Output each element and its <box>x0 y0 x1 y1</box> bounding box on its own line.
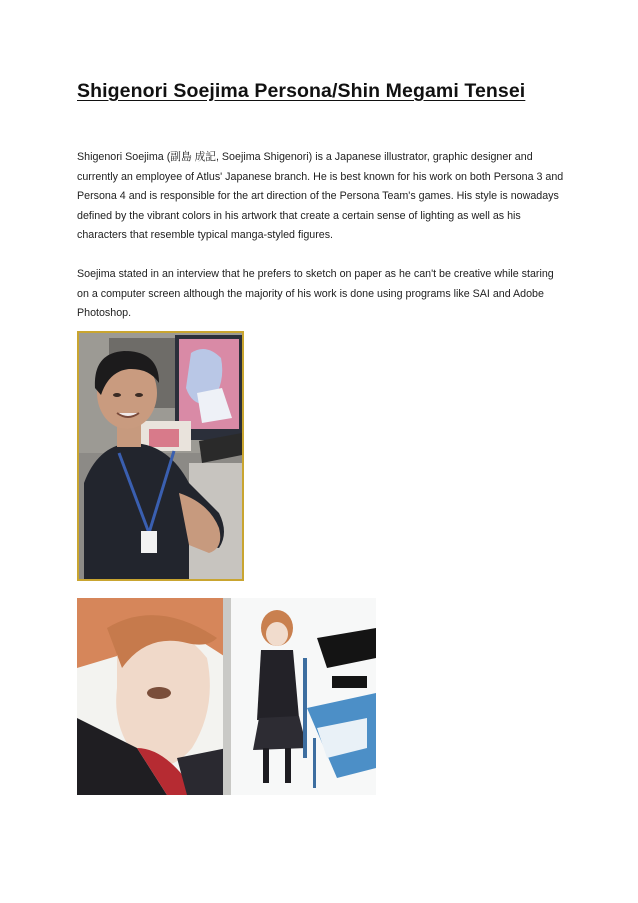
page-title: Shigenori Soejima Persona/Shin Megami Tensei <box>77 80 526 102</box>
paragraph-interview: Soejima stated in an interview that he prefers to sketch on paper as he can't be creative while staring on a computer screen although the majority of his work is done using programs like SAI and Adobe Photoshop. <box>77 268 554 320</box>
paragraph-intro: Shigenori Soejima (副島 成記, Soejima Shigenori) is a Japanese illustrator, graphic designer and currently an employee of Atlus' Japanese branch. He is best known for his work on both Persona 3 and Persona 4 and is responsible for the art direction of the Persona Team's games. His style is nowadays defined by the vibrant colors in his artwork that create a certain sense of lighting as well as his characters that resemble typical manga-styled figures. <box>77 151 564 242</box>
persona-artbook-photo <box>77 598 376 795</box>
soejima-portrait-photo <box>77 331 244 581</box>
